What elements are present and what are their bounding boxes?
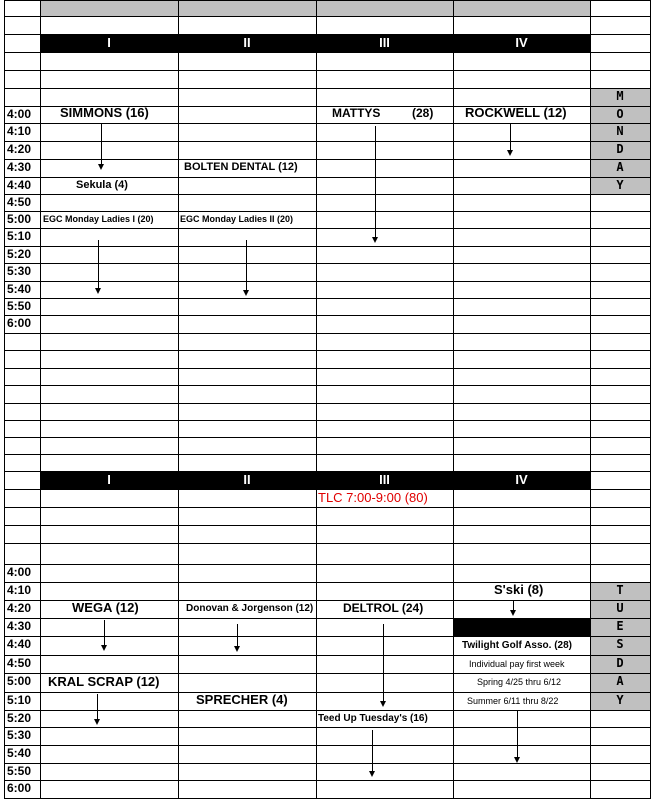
grid-cell [316, 350, 454, 369]
grid-cell [316, 525, 454, 544]
grid-cell [453, 385, 591, 404]
monday-time-5-40: 5:40 [7, 282, 32, 296]
grid-cell [590, 727, 651, 746]
grid-cell [40, 727, 179, 746]
monday-time-4-50: 4:50 [7, 195, 32, 209]
grid-cell [178, 106, 317, 124]
grid-cell [316, 618, 454, 637]
grid-cell [590, 403, 651, 421]
grid-cell [178, 88, 317, 107]
grid-cell [316, 385, 454, 404]
grid-cell [316, 655, 454, 674]
grid-cell [178, 454, 317, 472]
grid-cell [178, 582, 317, 601]
tuesday-col-header-3: III [379, 472, 390, 487]
grid-cell [453, 0, 591, 17]
grid-cell [178, 780, 317, 799]
grid-cell [316, 368, 454, 386]
grid-cell [4, 368, 41, 386]
grid-cell [40, 655, 179, 674]
monday-letter-a: A [616, 160, 624, 174]
grid-cell [453, 123, 591, 142]
grid-cell [40, 194, 179, 212]
monday-time-6-00: 6:00 [7, 316, 32, 330]
grid-cell [40, 403, 179, 421]
tuesday-tlc-note: TLC 7:00-9:00 (80) [318, 490, 428, 505]
grid-cell [590, 298, 651, 316]
tuesday-kral-scrap: KRAL SCRAP (12) [48, 674, 160, 689]
tuesday-individual-pay: Individual pay first week [469, 659, 565, 669]
tuesday-arrow-sski [513, 600, 514, 610]
grid-cell [316, 246, 454, 264]
tuesday-letter-a: A [616, 674, 624, 688]
grid-cell [316, 543, 454, 565]
tuesday-time-5-50: 5:50 [7, 764, 32, 778]
grid-cell [453, 298, 591, 316]
tuesday-arrow-wega [104, 620, 105, 645]
tuesday-time-4-20: 4:20 [7, 601, 32, 615]
grid-cell [40, 582, 179, 601]
grid-cell [590, 16, 651, 35]
grid-cell [316, 0, 454, 17]
monday-mattys: MATTYS [332, 106, 381, 120]
monday-arrow-simmons [101, 124, 102, 164]
grid-cell [178, 70, 317, 89]
grid-cell [453, 52, 591, 71]
grid-cell [316, 333, 454, 351]
tuesday-letter-t: T [616, 583, 624, 597]
grid-cell [40, 763, 179, 781]
grid-cell [453, 403, 591, 421]
grid-cell [590, 70, 651, 89]
grid-cell [316, 16, 454, 35]
grid-cell [453, 525, 591, 544]
grid-cell [178, 489, 317, 508]
grid-cell [590, 763, 651, 781]
tuesday-col-header-4: IV [515, 472, 528, 487]
grid-cell [4, 16, 41, 35]
grid-cell [40, 263, 179, 282]
monday-simmons: SIMMONS (16) [60, 105, 149, 120]
grid-cell [453, 763, 591, 781]
grid-cell [178, 385, 317, 404]
tuesday-spring-dates: Spring 4/25 thru 6/12 [477, 677, 562, 687]
grid-cell [40, 454, 179, 472]
grid-cell [40, 420, 179, 438]
grid-cell [316, 763, 454, 781]
grid-cell [590, 454, 651, 472]
grid-cell [4, 543, 41, 565]
grid-cell [40, 333, 179, 351]
tuesday-time-4-00: 4:00 [7, 565, 32, 579]
tuesday-letter-e: E [616, 619, 624, 633]
grid-cell [590, 211, 651, 229]
monday-time-4-20: 4:20 [7, 142, 32, 156]
grid-cell [178, 564, 317, 583]
grid-cell [453, 16, 591, 35]
tuesday-donovan-jorgenson: Donovan & Jorgenson (12) [186, 603, 314, 614]
grid-cell [178, 123, 317, 142]
grid-cell [4, 403, 41, 421]
grid-cell [40, 159, 179, 178]
grid-cell [40, 281, 179, 299]
monday-letter-m: M [616, 89, 624, 103]
grid-cell [178, 655, 317, 674]
grid-cell [590, 420, 651, 438]
grid-cell [453, 420, 591, 438]
grid-cell [453, 211, 591, 229]
grid-cell [590, 710, 651, 728]
grid-cell [316, 420, 454, 438]
grid-cell [590, 246, 651, 264]
grid-cell [4, 350, 41, 369]
grid-cell [590, 194, 651, 212]
grid-cell [316, 564, 454, 583]
grid-cell [178, 403, 317, 421]
grid-cell [178, 246, 317, 264]
tuesday-letter-s: S [616, 637, 624, 651]
grid-cell [178, 420, 317, 438]
grid-cell [4, 454, 41, 472]
tuesday-time-6-00: 6:00 [7, 781, 32, 795]
tuesday-arrow-kral [97, 694, 98, 719]
grid-cell [316, 636, 454, 656]
monday-egc-ladies-1: EGC Monday Ladies I (20) [43, 214, 154, 224]
grid-cell [453, 350, 591, 369]
grid-cell [453, 507, 591, 526]
grid-cell [40, 710, 179, 728]
grid-cell [316, 211, 454, 229]
grid-cell [590, 437, 651, 455]
monday-bolten-dental: BOLTEN DENTAL (12) [184, 161, 298, 173]
grid-cell [316, 454, 454, 472]
monday-time-5-10: 5:10 [7, 229, 32, 243]
grid-cell [316, 123, 454, 142]
tuesday-time-5-00: 5:00 [7, 674, 32, 688]
monday-col-header-3: III [379, 35, 390, 50]
grid-cell [453, 281, 591, 299]
tuesday-arrow-donovan [237, 624, 238, 646]
grid-cell [590, 525, 651, 544]
grid-cell [178, 228, 317, 247]
monday-letter-n: N [616, 124, 624, 138]
grid-cell [590, 507, 651, 526]
monday-arrow-mattys [375, 126, 376, 237]
monday-col-header-2: II [243, 35, 251, 50]
grid-cell [316, 281, 454, 299]
grid-cell [316, 673, 454, 693]
grid-cell [178, 763, 317, 781]
monday-mattys-count: (28) [412, 106, 434, 120]
tuesday-time-4-50: 4:50 [7, 656, 32, 670]
grid-cell [453, 710, 591, 728]
grid-cell [178, 710, 317, 728]
tuesday-time-5-40: 5:40 [7, 746, 32, 760]
grid-cell [40, 692, 179, 711]
grid-cell [178, 263, 317, 282]
grid-cell [316, 70, 454, 89]
grid-cell [4, 52, 41, 71]
monday-time-5-00: 5:00 [7, 212, 32, 226]
grid-cell [453, 246, 591, 264]
grid-cell [453, 745, 591, 764]
grid-cell [40, 745, 179, 764]
grid-cell [453, 177, 591, 195]
grid-cell [40, 636, 179, 656]
tuesday-arrow-teed [372, 730, 373, 771]
monday-time-5-30: 5:30 [7, 264, 32, 278]
grid-cell [178, 315, 317, 334]
grid-cell [316, 194, 454, 212]
grid-cell [40, 437, 179, 455]
grid-cell [590, 333, 651, 351]
grid-cell [453, 564, 591, 583]
grid-cell [316, 403, 454, 421]
grid-cell [590, 350, 651, 369]
grid-cell [316, 159, 454, 178]
grid-cell [316, 298, 454, 316]
grid-cell [4, 88, 41, 107]
grid-cell [4, 420, 41, 438]
grid-cell [590, 564, 651, 583]
grid-cell [40, 298, 179, 316]
grid-cell [316, 263, 454, 282]
monday-time-4-00: 4:00 [7, 107, 32, 121]
monday-letter-o: O [616, 107, 624, 121]
grid-cell [316, 437, 454, 455]
grid-cell [40, 141, 179, 160]
grid-cell [453, 600, 591, 619]
monday-time-4-40: 4:40 [7, 178, 32, 192]
grid-cell [590, 228, 651, 247]
grid-cell [590, 543, 651, 565]
grid-cell [178, 543, 317, 565]
tuesday-arrow-twilight [517, 710, 518, 757]
monday-arrow-rockwell [510, 124, 511, 150]
grid-cell [178, 507, 317, 526]
grid-cell [4, 525, 41, 544]
grid-cell [453, 543, 591, 565]
grid-cell [40, 618, 179, 637]
grid-cell [40, 385, 179, 404]
grid-cell [4, 471, 41, 490]
monday-time-4-30: 4:30 [7, 160, 32, 174]
grid-cell [40, 350, 179, 369]
grid-cell [4, 70, 41, 89]
grid-cell [316, 582, 454, 601]
grid-cell [316, 507, 454, 526]
grid-cell [316, 315, 454, 334]
tuesday-letter-y: Y [616, 693, 624, 707]
grid-cell [178, 525, 317, 544]
grid-cell [453, 194, 591, 212]
grid-cell [453, 315, 591, 334]
grid-cell [178, 673, 317, 693]
grid-cell [453, 228, 591, 247]
grid-cell [40, 368, 179, 386]
grid-cell [316, 780, 454, 799]
grid-cell [316, 727, 454, 746]
tuesday-deltrol: DELTROL (24) [343, 601, 424, 615]
grid-cell [178, 141, 317, 160]
tuesday-arrow-deltrol [383, 624, 384, 701]
grid-cell [453, 437, 591, 455]
grid-cell [178, 437, 317, 455]
grid-cell [590, 315, 651, 334]
tuesday-summer-dates: Summer 6/11 thru 8/22 [467, 696, 559, 706]
tuesday-time-5-30: 5:30 [7, 728, 32, 742]
tuesday-twilight-golf: Twilight Golf Asso. (28) [462, 640, 572, 651]
grid-cell [178, 177, 317, 195]
grid-cell [40, 0, 179, 17]
grid-cell [40, 780, 179, 799]
grid-cell [40, 489, 179, 508]
grid-cell [590, 489, 651, 508]
grid-cell [590, 281, 651, 299]
grid-cell [453, 489, 591, 508]
grid-cell [590, 0, 651, 17]
monday-col-header-1: I [107, 35, 111, 50]
grid-cell [40, 507, 179, 526]
monday-rockwell: ROCKWELL (12) [465, 105, 567, 120]
grid-cell [40, 228, 179, 247]
grid-cell [178, 194, 317, 212]
tuesday-time-4-30: 4:30 [7, 619, 32, 633]
tuesday-time-5-10: 5:10 [7, 693, 32, 707]
grid-cell [316, 745, 454, 764]
grid-cell [316, 177, 454, 195]
grid-cell [178, 350, 317, 369]
monday-col-header-4: IV [515, 35, 528, 50]
grid-cell [178, 298, 317, 316]
grid-cell [178, 727, 317, 746]
grid-cell [453, 263, 591, 282]
tuesday-sski: S'ski (8) [494, 582, 544, 597]
grid-cell [590, 780, 651, 799]
tuesday-time-5-20: 5:20 [7, 711, 32, 725]
grid-cell [453, 159, 591, 178]
grid-cell [453, 454, 591, 472]
monday-time-5-50: 5:50 [7, 299, 32, 313]
grid-cell [316, 228, 454, 247]
tuesday-wega: WEGA (12) [72, 600, 139, 615]
grid-cell [4, 333, 41, 351]
grid-cell [590, 368, 651, 386]
monday-time-4-10: 4:10 [7, 124, 32, 138]
grid-cell [453, 368, 591, 386]
grid-cell [4, 385, 41, 404]
tuesday-sprecher: SPRECHER (4) [196, 692, 288, 707]
grid-cell [590, 385, 651, 404]
tuesday-time-4-10: 4:10 [7, 583, 32, 597]
grid-cell [453, 141, 591, 160]
monday-arrow-egc-1 [98, 240, 99, 288]
grid-cell [178, 618, 317, 637]
grid-cell [4, 489, 41, 508]
grid-cell [40, 315, 179, 334]
grid-cell [178, 333, 317, 351]
grid-cell [453, 333, 591, 351]
grid-cell [453, 70, 591, 89]
grid-cell [453, 727, 591, 746]
tuesday-letter-u: U [616, 601, 624, 615]
grid-cell [40, 123, 179, 142]
monday-letter-y: Y [616, 178, 624, 192]
grid-cell [316, 141, 454, 160]
grid-cell [40, 543, 179, 565]
tuesday-time-4-40: 4:40 [7, 637, 32, 651]
monday-sekula: Sekula (4) [76, 179, 128, 191]
grid-cell [316, 88, 454, 107]
grid-cell [316, 52, 454, 71]
monday-arrow-egc-2 [246, 240, 247, 290]
monday-egc-ladies-2: EGC Monday Ladies II (20) [180, 214, 294, 224]
grid-cell [590, 471, 651, 490]
grid-cell [178, 52, 317, 71]
grid-cell [40, 525, 179, 544]
tuesday-letter-d: D [616, 656, 624, 670]
monday-time-5-20: 5:20 [7, 247, 32, 261]
tuesday-teed-up: Teed Up Tuesday's (16) [318, 713, 428, 724]
tuesday-col-header-1: I [107, 472, 111, 487]
grid-cell [4, 507, 41, 526]
grid-cell [40, 52, 179, 71]
grid-cell [178, 636, 317, 656]
grid-cell [178, 368, 317, 386]
grid-cell [40, 246, 179, 264]
grid-cell [40, 16, 179, 35]
grid-cell [4, 437, 41, 455]
grid-cell [453, 618, 591, 637]
grid-cell [590, 745, 651, 764]
grid-cell [40, 70, 179, 89]
tuesday-col-header-2: II [243, 472, 251, 487]
grid-cell [178, 745, 317, 764]
grid-cell [590, 34, 651, 53]
grid-cell [4, 0, 41, 17]
grid-cell [178, 0, 317, 17]
grid-cell [590, 52, 651, 71]
grid-cell [590, 263, 651, 282]
grid-cell [178, 16, 317, 35]
grid-cell [4, 34, 41, 53]
grid-cell [453, 780, 591, 799]
grid-cell [40, 564, 179, 583]
monday-letter-d: D [616, 142, 624, 156]
